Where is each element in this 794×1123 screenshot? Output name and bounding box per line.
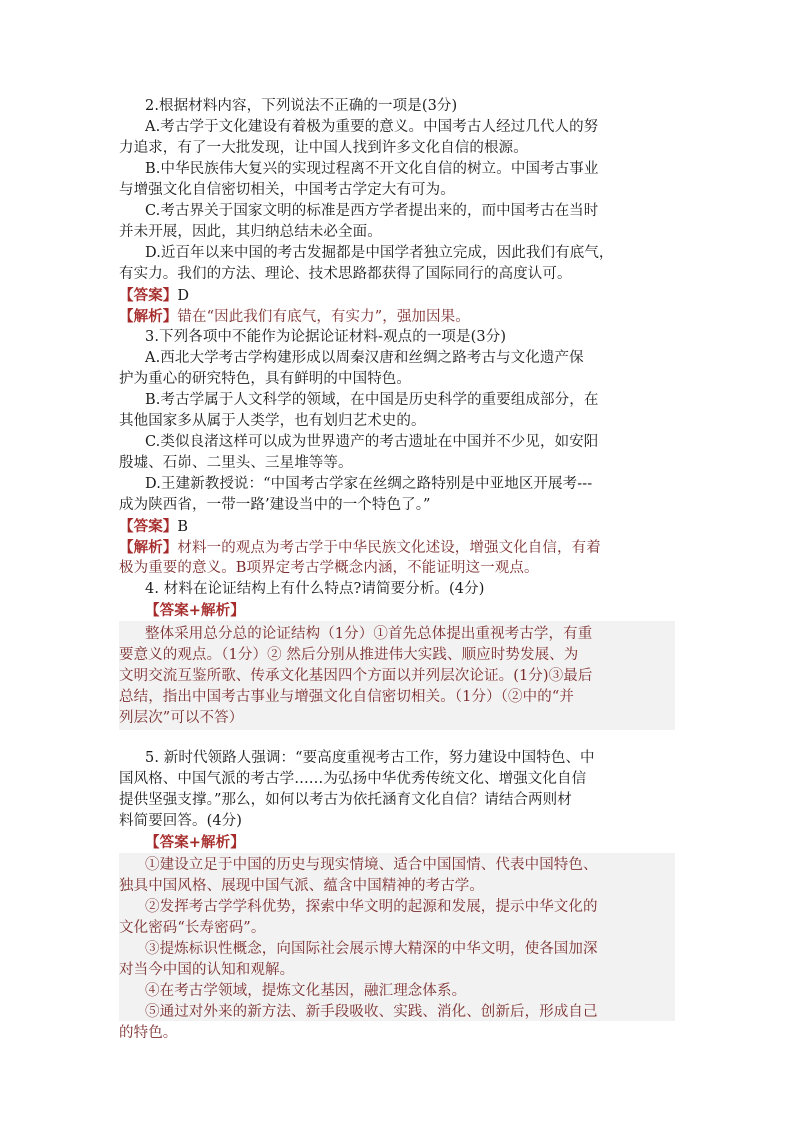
- q5-point2-line2: 文化密码“长寿密码”。: [119, 920, 266, 936]
- q5-answer-tag: 【答案+解析】: [145, 834, 245, 851]
- q5-stem-line2: 国风格、中国气派的考古学……为弘扬中华优秀传统文化、增强文化自信: [119, 771, 587, 787]
- answer-label: 【答案】: [119, 518, 178, 535]
- q5-point5-line1: ⑤通过对外来的新方法、新手段吸收、实践、消化、创新后，形成自己: [145, 1004, 598, 1020]
- q3-analysis-line2: 极为重要的意义。B项界定考古学概念内涵，不能证明这一观点。: [119, 560, 539, 576]
- q3-option-d-line1: D.王建新教授说：“中国考古学家在丝绸之路特别是中亚地区开展考---: [145, 476, 593, 492]
- analysis-text: 错在“因此我们有底气，有实力”，强加因果。: [177, 309, 470, 325]
- q2-option-d-line1: D.近百年以来中国的考古发掘都是中国学者独立完成，因此我们有底气，: [145, 245, 614, 261]
- answer-value: D: [177, 288, 190, 304]
- q2-stem: 2.根据材料内容，下列说法不正确的一项是(3分): [145, 98, 458, 114]
- q4-answer-tag: 【答案+解析】: [145, 602, 245, 619]
- q4-answer-line3: 文明交流互鉴所歌、传承文化基因四个方面以并列层次论证。(1分)③最后: [119, 668, 593, 684]
- q3-answer: [119, 516, 188, 538]
- q5-point5-line2: 的特色。: [119, 1025, 178, 1041]
- q5-point1-line1: ①建设立足于中国的历史与现实情境、适合中国国情、代表中国特色、: [145, 857, 598, 873]
- q2-option-a-line1: A.考古学于文化建设有着极为重要的意义。中国考古人经过几代人的努: [145, 119, 599, 135]
- q4-answer-line1: 整体采用总分总的论证结构（1分）①首先总体提出重视考古学，有重: [145, 626, 593, 642]
- q2-option-c-line1: C.考古界关于国家文明的标准是西方学者提出来的，而中国考古在当时: [145, 203, 599, 219]
- analysis-label: 【解析】: [119, 308, 178, 325]
- q3-option-b-line2: 其他国家多从属于人类学，也有划归艺术史的。: [119, 413, 426, 429]
- q4-answer-line4: 总结，指出中国考古事业与增强文化自信密切相关。（1分）（②中的“并: [119, 689, 574, 705]
- q5-point3-line1: ③提炼标识性概念，向国际社会展示博大精深的中华文明，使各国加深: [145, 941, 598, 957]
- q5-point3-line2: 对当今中国的认知和观解。: [119, 962, 295, 978]
- q4-answer-line5: 列层次”可以不答）: [119, 710, 244, 726]
- q3-option-c-line2: 殷墟、石峁、二里头、三星堆等等。: [119, 455, 353, 471]
- analysis-text: 材料一的观点为考古学于中华民族文化述设，增强文化自信，有着: [177, 540, 601, 556]
- q4-stem: 4. 材料在论证结构上有什么特点?请简要分析。(4分): [145, 581, 485, 597]
- q5-point4: ④在考古学领域，提炼文化基因，融汇理念体系。: [145, 983, 467, 999]
- q2-option-d-line2: 有实力。我们的方法、理论、技术思路都获得了国际同行的高度认可。: [119, 266, 572, 282]
- q2-option-b-line1: B.中华民族伟大复兴的实现过程离不开文化自信的树立。中国考古事业: [145, 161, 599, 177]
- q5-point1-line2: 独具中国风格、展现中国气派、蕴含中国精神的考古学。: [119, 878, 484, 894]
- analysis-label: 【解析】: [119, 539, 178, 556]
- q2-option-b-line2: 与增强文化自信密切相关，中国考古学定大有可为。: [119, 182, 455, 198]
- q2-option-a-line2: 力追求，有了一大批发现，让中国人找到许多文化自信的根源。: [119, 140, 528, 156]
- q3-option-a-line2: 护为重心的研究特色，具有鲜明的中国特色。: [119, 371, 411, 387]
- q2-answer: [119, 285, 189, 307]
- q3-analysis-line1: [119, 537, 601, 559]
- q2-analysis: [119, 306, 470, 328]
- q5-stem-line3: 提供坚强支撑。”那么，如何以考古为依托涵育文化自信？请结合两则材: [119, 792, 572, 808]
- q3-option-a-line1: A.西北大学考古学构建形成以周秦汉唐和丝绸之路考古与文化遗产保: [145, 350, 584, 366]
- q5-stem-line4: 料简要回答。(4分): [119, 813, 243, 829]
- q3-stem: 3.下列各项中不能作为论据论证材料-观点的一项是(3分): [145, 329, 507, 345]
- answer-value: B: [177, 519, 189, 535]
- q3-option-d-line2: 成为陕西省，一带一路’建设当中的一个特色了。”: [119, 497, 431, 513]
- q3-option-b-line1: B.考古学属于人文科学的领域，在中国是历史科学的重要组成部分，在: [145, 392, 599, 408]
- q2-option-c-line2: 并未开展，因此，其归纳总结未必全面。: [119, 224, 382, 240]
- answer-label: 【答案】: [119, 287, 178, 304]
- q4-answer-line2: 要意义的观点。（1分）② 然后分别从推进伟大实践、顺应时势发展、为: [119, 647, 579, 663]
- q5-stem-line1: 5. 新时代领路人强调：“要高度重视考古工作，努力建设中国特色、中: [145, 750, 595, 766]
- q5-point2-line1: ②发挥考古学学科优势，探索中华文明的起源和发展，提示中华文化的: [145, 899, 598, 915]
- q3-option-c-line1: C.类似良渚这样可以成为世界遗产的考古遗址在中国并不少见，如安阳: [145, 434, 599, 450]
